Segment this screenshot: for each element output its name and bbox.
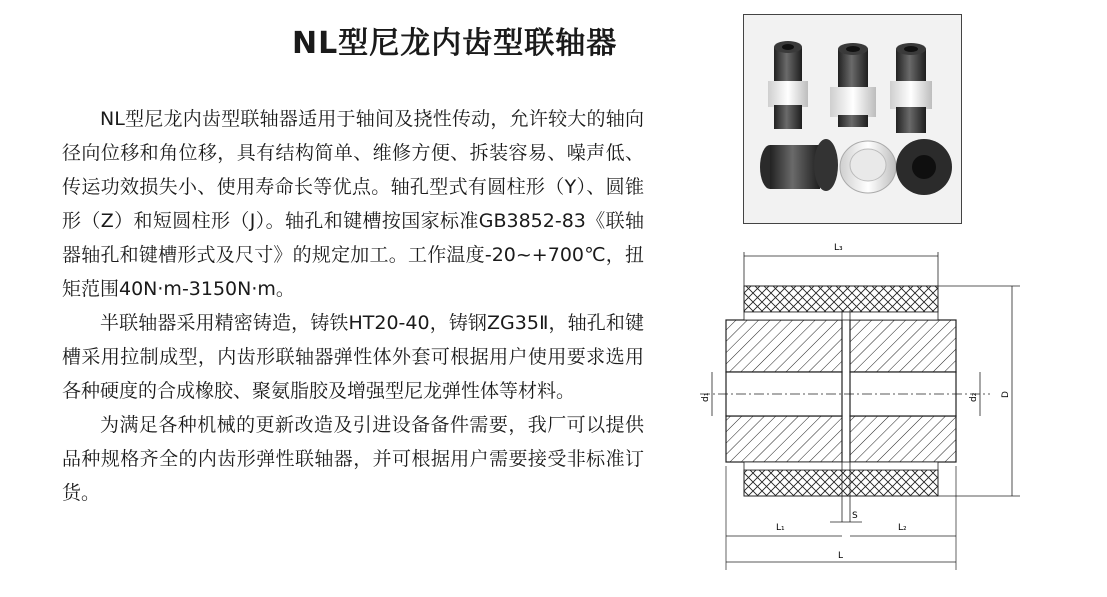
paragraph-3: 为满足各种机械的更新改造及引进设备备件需要，我厂可以提供品种规格齐全的内齿形弹性联轴器，并可根据用户需要接受非标准订货。 xyxy=(62,414,644,504)
dim-label-l3: L₃ xyxy=(834,243,843,253)
dim-label-d1: d₁ xyxy=(701,392,711,402)
dim-label-s: S xyxy=(852,511,858,521)
coupling-hub-side xyxy=(760,139,838,191)
section-drawing xyxy=(690,230,1030,575)
hub-front xyxy=(896,139,952,195)
dim-label-l2: L₂ xyxy=(898,523,907,533)
paragraph-1: NL型尼龙内齿型联轴器适用于轴间及挠性传动，允许较大的轴向径向位移和角位移，具有结构简单、维修方便、拆装容易、噪声低、传运功效损失小、使用寿命长等优点。轴孔型式有圆柱形（Y）、圆锥形（Z）和短圆柱形（J）。轴孔和键槽按国家标准GB3852-83《联轴器轴孔和键槽形式及尺寸》的规定加工。工作温度-20~+700℃，扭矩范围40N·m-3150N·m。 xyxy=(62,108,644,300)
coupling-1 xyxy=(768,41,808,129)
coupling-diagram xyxy=(690,230,1030,579)
product-photo xyxy=(743,14,962,224)
paragraph-2: 半联轴器采用精密铸造，铸铁HT20-40，铸钢ZG35Ⅱ，轴孔和键槽采用拉制成型，内齿形联轴器弹性体外套可根据用户使用要求选用各种硬度的合成橡胶、聚氨脂胶及增强型尼龙弹性体等材料。 xyxy=(62,312,644,402)
dim-label-l: L xyxy=(838,551,844,561)
dim-label-d: D xyxy=(1001,391,1011,398)
dim-label-d2: d₂ xyxy=(969,392,979,402)
coupling-photo-drawing xyxy=(744,15,961,223)
page-title: NL型尼龙内齿型联轴器 xyxy=(292,26,618,61)
description-text xyxy=(62,102,644,510)
dim-label-l1: L₁ xyxy=(776,523,785,533)
coupling-3 xyxy=(890,43,932,133)
nylon-sleeve xyxy=(840,141,896,193)
